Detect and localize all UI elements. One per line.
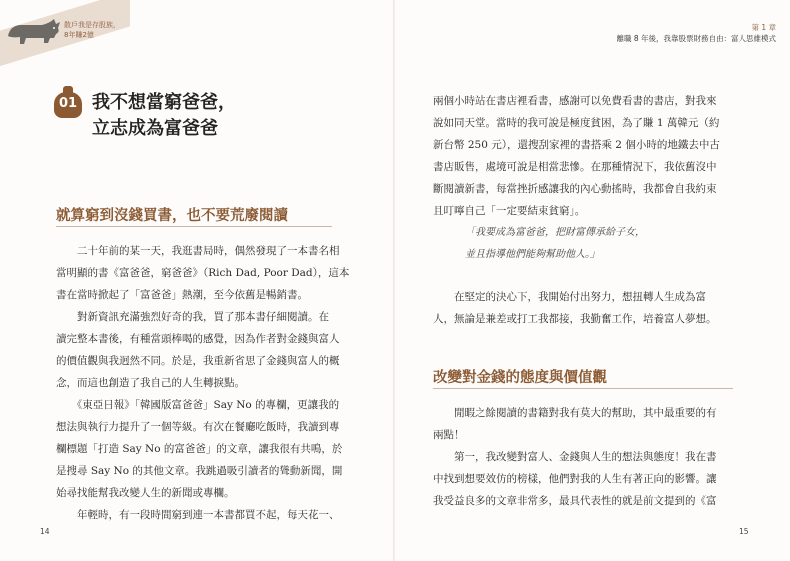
bull-icon (4, 16, 62, 50)
subhead-right: 改變對金錢的態度與價值觀 (433, 370, 607, 386)
corner-banner (0, 0, 130, 70)
body-text-right-mid: 在堅定的決心下，我開始付出努力，想扭轉人生成為富 人，無論是兼差或打工我都接，我勤奮工作，培養富人夢想。 (433, 291, 717, 325)
running-head-book: 散戶我是存股族， 8年賺2億 (64, 21, 120, 39)
money-bag-icon (54, 86, 82, 116)
section-number: 01 (58, 96, 78, 111)
subhead-rule (56, 226, 332, 227)
page-number-left: 14 (40, 527, 50, 536)
page-number-right: 15 (739, 527, 749, 536)
body-text-right-bottom: 閒暇之餘閱讀的書籍對我有莫大的幫助，其中最重要的有 兩點！ 第一，我改變對富人、金錢與人生的想法與態度！我在書 中找到想要效仿的榜樣，他們對我的人生有著正向的影響。讓 我受益良多的文章非常多，最具代表性的就是前文提到的《富 (433, 407, 717, 507)
running-head-chapter: 第 1 章 離職 8 年後，我靠股票財務自由：富人思維模式 (616, 23, 776, 43)
subhead-rule-right (433, 388, 733, 389)
right-page (395, 0, 790, 561)
body-text-left: 二十年前的某一天，我逛書局時，偶然發現了一本書名相 當明顯的書《富爸爸，窮爸爸》（Rich Dad, Poor Dad），這本 書在當時掀起了「富爸爸」熱潮，至今依舊是暢銷書。 對新資訊充滿強烈好奇的我，買了那本書仔細閱讀。在 讀完整本書後，有種當頭棒喝的感覺，因為作者對金錢與富人 的價值觀與我迥然不同。於是，我重新省思了金錢與富人的概 念，而這也創造了我自己的人生轉捩點。 《東亞日報》「韓國版富爸爸」Say No 的專欄，更讓我的 想法與執行力提升了一個等級。有次在餐廳吃飯時，我讀到專 欄標題「打造 Say No 的富爸爸」的文章，讓我很有共鳴，於 是搜尋 Say No 的其他文章。我跳過吸引讀者的聳動新聞，開 始尋找能幫我改變人生的新聞或專欄。 年輕時，有一段時間窮到連一本書都買不起，每天花一、 (56, 245, 350, 521)
quote-block: 「我要成為富爸爸，把財富傳承給子女， 並且指導他們能夠幫助他人。」 (465, 227, 645, 260)
body-text-right-top: 兩個小時站在書店裡看書，感謝可以免費看書的書店，對我來 說如同天堂。當時的我可說是極度貧困，為了賺 1 萬韓元（約 新台幣 250 元），還搜刮家裡的書搭乘 2 個小時的地鐵去中古 書店販售，處境可說是相當悲慘。在那種情況下，我依舊沒中 斷閱讀新書，每當挫折感讓我的內心動搖時，我都會自我約束 且叮嚀自己「一定要結束貧窮」。 (433, 95, 720, 217)
section-title: 我不想當窮爸爸， 立志成為富爸爸 (92, 92, 236, 139)
subhead-left: 就算窮到沒錢買書，也不要荒廢閱讀 (56, 208, 288, 224)
